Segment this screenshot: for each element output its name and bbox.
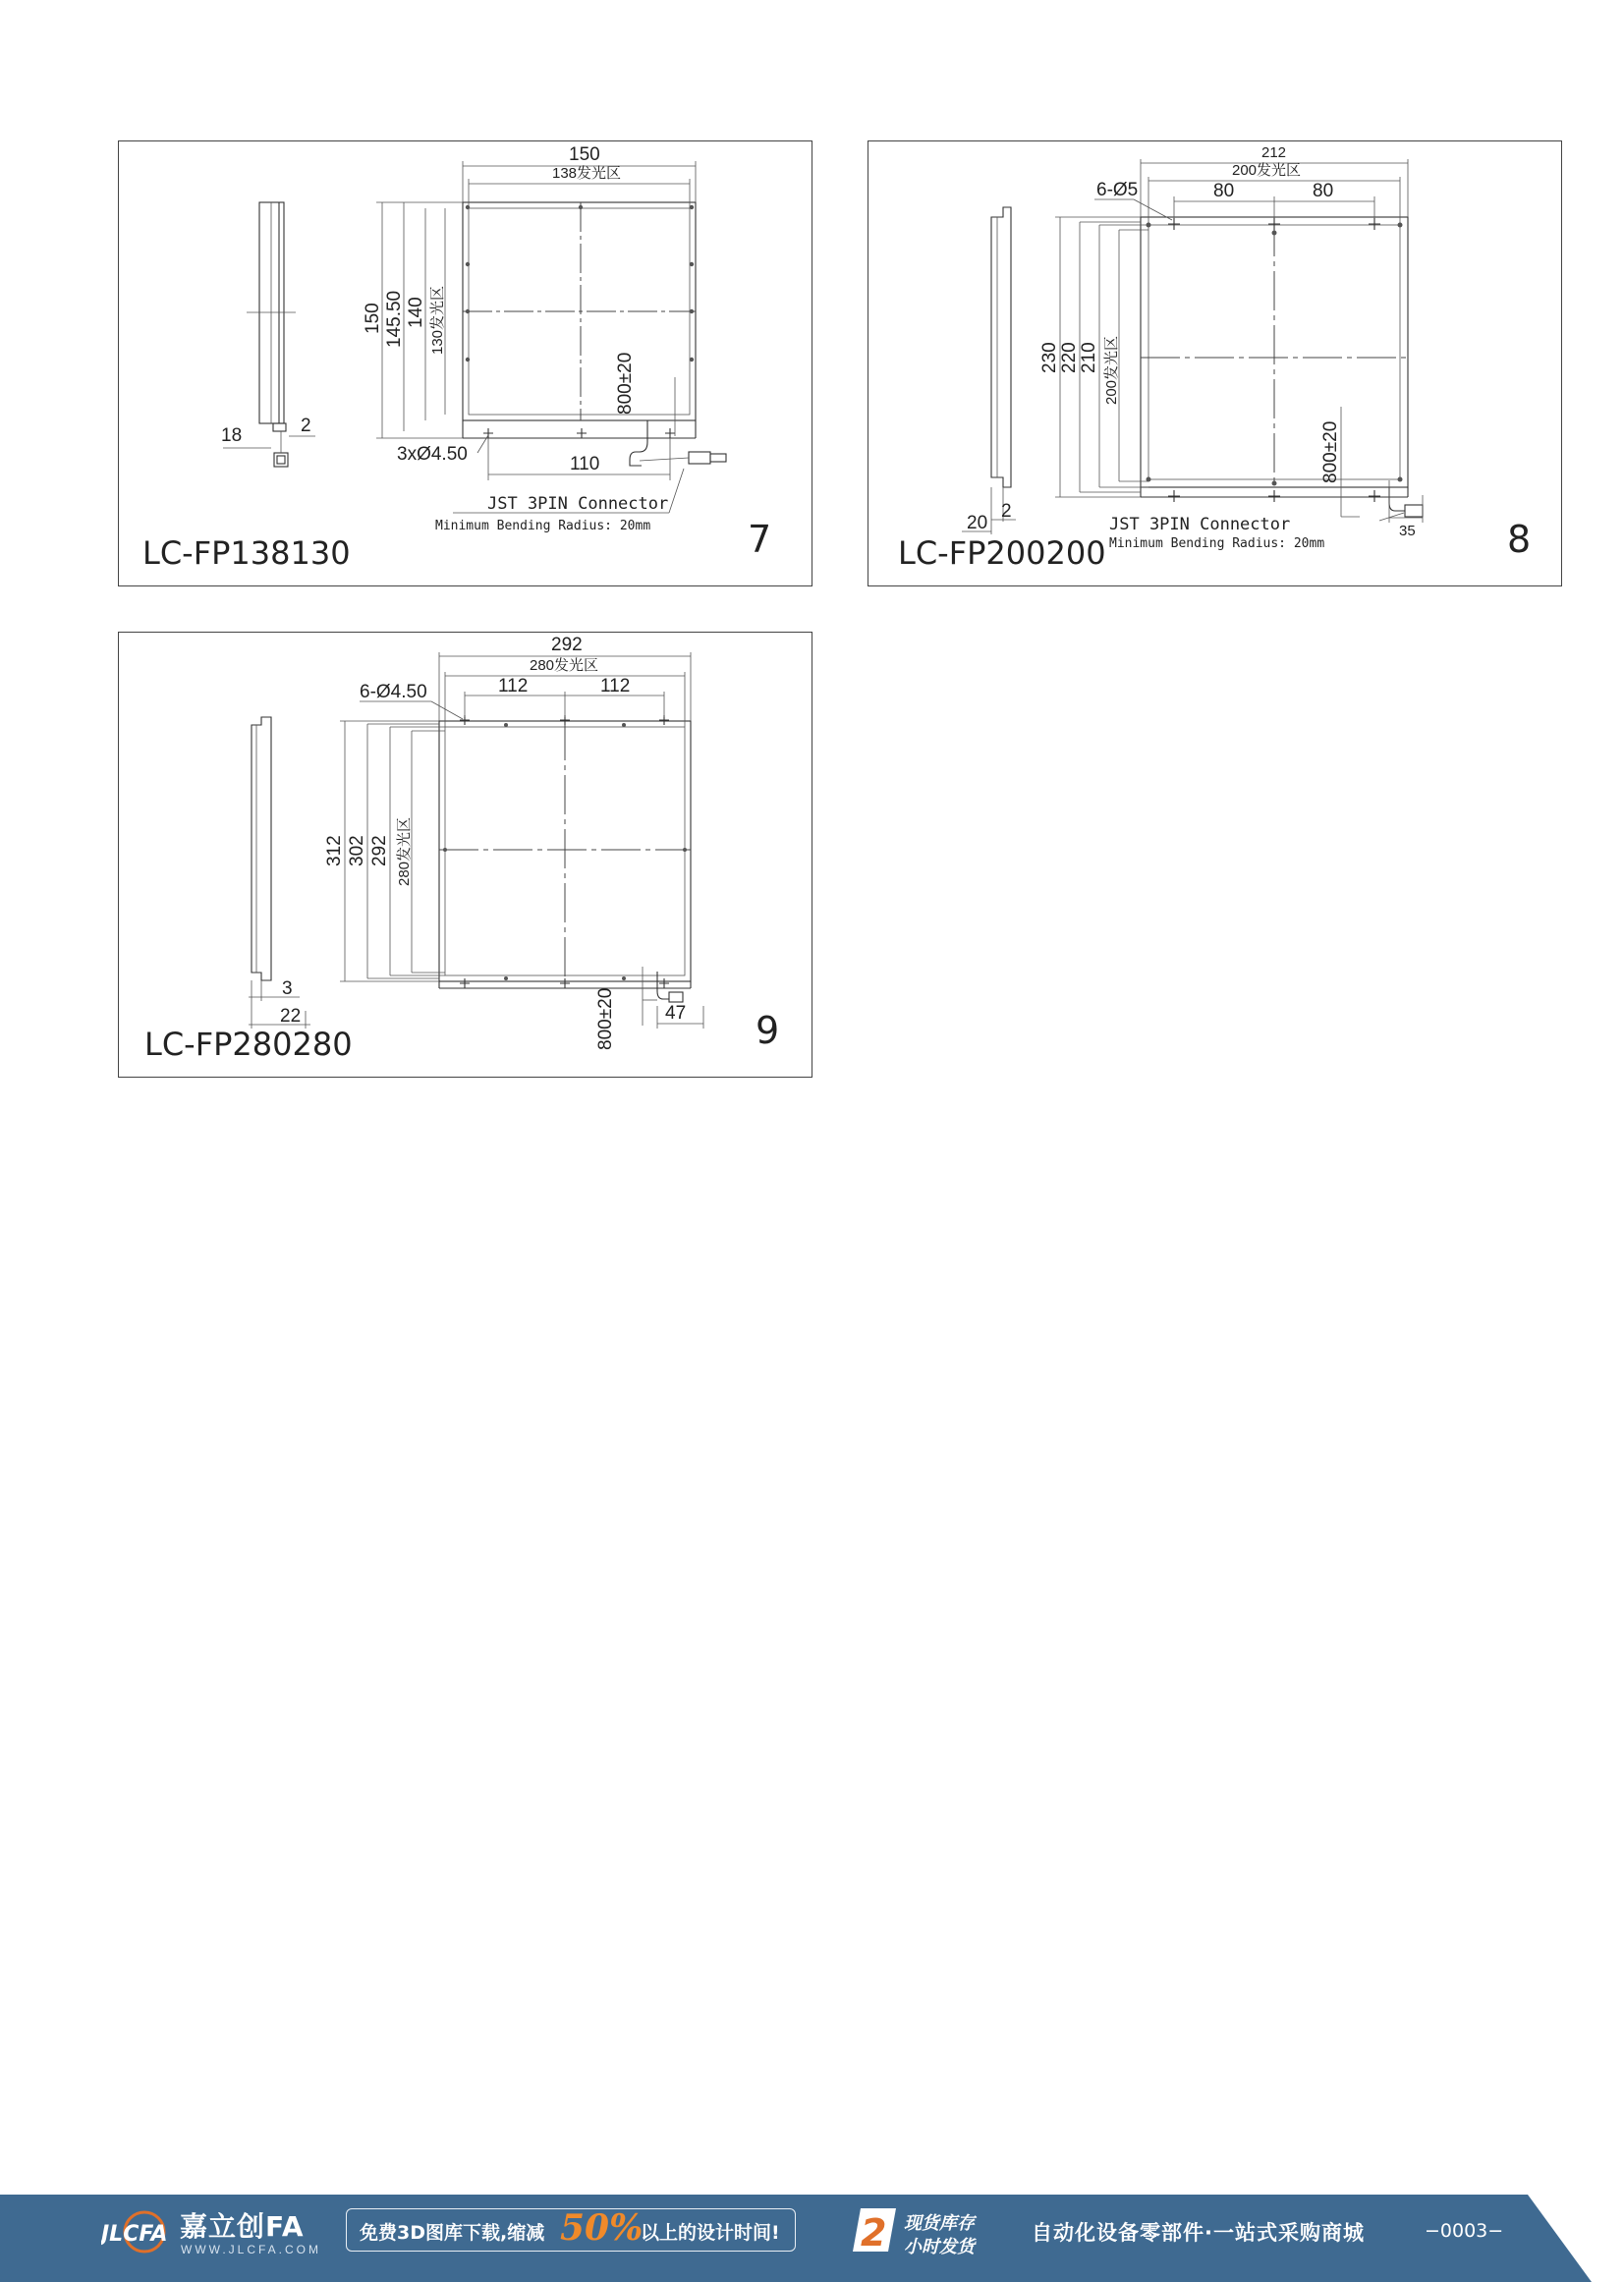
connector-width-dim: 35 [1399, 523, 1416, 539]
side-thickness-label: 2 [1001, 501, 1012, 522]
mount-dots [466, 205, 694, 362]
cable-length-dim: 800±20 [615, 352, 636, 415]
bending-radius-label: Minimum Bending Radius: 20mm [1109, 536, 1325, 551]
emit-width-dim: 200发光区 [1232, 162, 1302, 179]
panel-number: 9 [756, 1009, 780, 1052]
side-thickness-label: 3 [282, 978, 293, 999]
model-label: LC-FP200200 [898, 534, 1106, 572]
height-dim-1: 312 [324, 835, 345, 866]
panel-number: 8 [1507, 518, 1532, 561]
pitch-b-dim: 112 [600, 676, 631, 696]
height-dim-3: 140 [406, 297, 426, 328]
stock-line-1: 现货库存 [904, 2213, 975, 2234]
drawing-panel-lc-fp200200 [868, 140, 1562, 586]
height-dim-2: 145.50 [384, 290, 405, 348]
height-dim-2: 302 [347, 835, 367, 866]
side-width-label: 20 [967, 513, 988, 533]
promo-text-b: 以上的设计时间! [641, 2222, 780, 2244]
height-dim-2: 220 [1059, 342, 1080, 373]
emit-height-dim: 280发光区 [396, 816, 413, 886]
technical-drawing-lc-fp138130 [119, 141, 813, 587]
hole-dim: 6-Ø4.50 [360, 682, 427, 702]
emit-height-dim: 200发光区 [1103, 335, 1120, 405]
pitch-a-dim: 112 [498, 676, 529, 696]
connector-label: JST 3PIN Connector [1109, 515, 1291, 534]
width-dim: 150 [569, 144, 600, 165]
height-dim-3: 292 [369, 835, 390, 866]
emit-height-dim: 130发光区 [429, 285, 446, 355]
height-dim-1: 150 [363, 303, 383, 334]
stock-line-2: 小时发货 [904, 2237, 975, 2257]
hole-dim: 6-Ø5 [1096, 180, 1139, 200]
brand-name[interactable]: 嘉立创FA [180, 2210, 305, 2243]
slogan: 自动化设备零部件·一站式采购商城 [1032, 2221, 1365, 2245]
brand-url[interactable]: WWW.JLCFA.COM [181, 2243, 321, 2256]
pitch-b-dim: 80 [1313, 181, 1334, 201]
technical-drawing-lc-fp200200 [868, 141, 1563, 587]
promo-percent: 50% [560, 2207, 644, 2249]
side-width-label: 18 [221, 425, 243, 446]
side-width-label: 22 [280, 1006, 302, 1027]
model-label: LC-FP280280 [144, 1026, 353, 1063]
two-hour-badge-icon [853, 2206, 896, 2254]
page-number: −0003− [1425, 2220, 1504, 2242]
badge-number: 2 [861, 2211, 887, 2254]
drawing-panel-lc-fp138130 [118, 140, 812, 586]
logo-mark-text: JLCFA [101, 2222, 168, 2247]
width-dim: 212 [1261, 144, 1287, 161]
bending-radius-label: Minimum Bending Radius: 20mm [435, 519, 651, 533]
cable-length-dim: 800±20 [595, 987, 616, 1050]
technical-drawing-lc-fp280280 [119, 633, 813, 1079]
side-thickness-label: 2 [301, 416, 311, 436]
connector-label: JST 3PIN Connector [487, 494, 669, 514]
emit-width-dim: 138发光区 [552, 165, 622, 182]
cable-length-dim: 800±20 [1320, 420, 1341, 483]
promo-text-a: 免费3D图库下载,缩减 [360, 2222, 545, 2244]
bottom-dim: 110 [570, 454, 600, 474]
drawing-panel-lc-fp280280 [118, 632, 812, 1078]
emit-width-dim: 280发光区 [530, 657, 599, 674]
pitch-a-dim: 80 [1213, 181, 1235, 201]
panel-number: 7 [748, 518, 772, 561]
jlcfa-logo-icon[interactable] [101, 2208, 172, 2255]
height-dim-1: 230 [1039, 342, 1060, 373]
width-dim: 292 [551, 635, 583, 655]
mount-holes [483, 428, 675, 438]
height-dim-3: 210 [1079, 342, 1099, 373]
hole-dim: 3xØ4.50 [397, 444, 468, 465]
model-label: LC-FP138130 [142, 534, 351, 572]
connector-width-dim: 47 [665, 1003, 687, 1024]
